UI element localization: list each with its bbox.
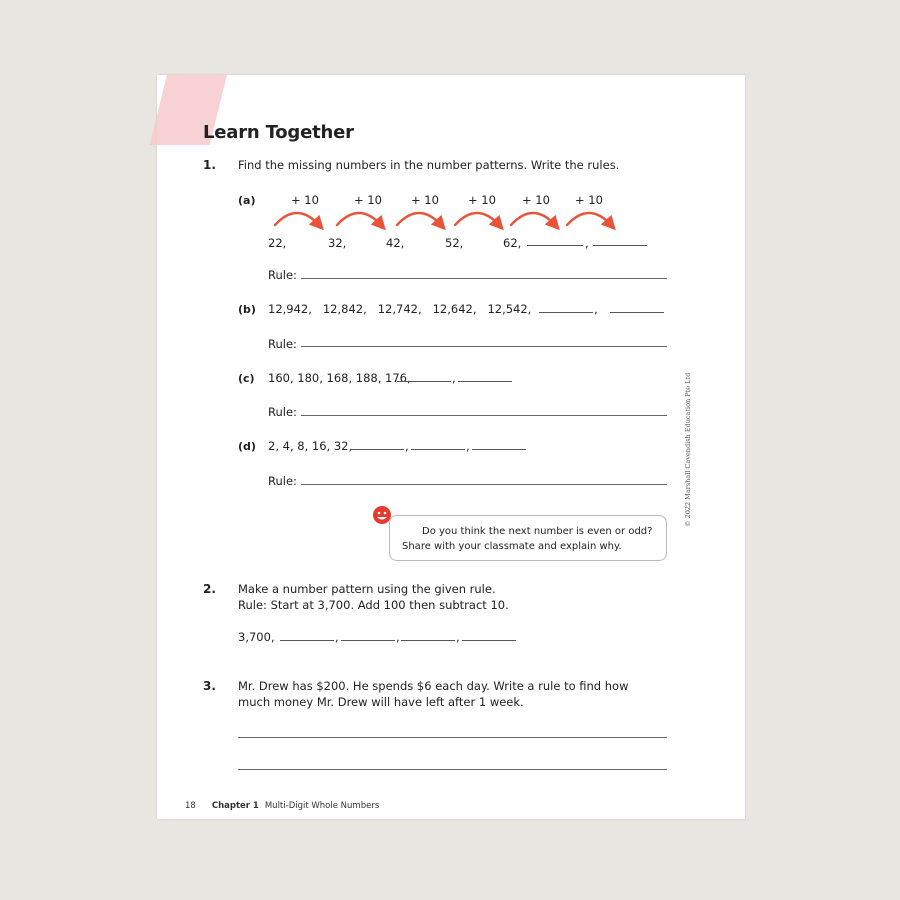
arrow-icon: [275, 213, 319, 225]
answer-line[interactable]: [238, 737, 667, 738]
answer-blank[interactable]: [411, 449, 465, 450]
q1a-term-2: 32,: [328, 236, 347, 250]
q1c-terms: 160, 180, 168, 188, 176,: [268, 371, 411, 385]
step-label-3: + 10: [411, 193, 439, 207]
answer-blank[interactable]: [401, 640, 455, 641]
page-number: 18: [185, 801, 196, 811]
chapter-label: Chapter 1: [211, 801, 259, 811]
q2-line-1: Make a number pattern using the given rule.: [238, 582, 496, 596]
q1a-term-3: 42,: [386, 236, 405, 250]
copyright-notice: © 2022 Marshall Cavendish Education Pte Ltd: [684, 372, 692, 527]
answer-blank[interactable]: [462, 640, 516, 641]
arrow-icon: [511, 213, 555, 225]
rule-label: Rule:: [268, 268, 297, 282]
answer-blank[interactable]: [458, 381, 512, 382]
step-label-4: + 10: [468, 193, 496, 207]
q1a-term-1: 22,: [268, 236, 287, 250]
q1b-label: (b): [238, 303, 256, 316]
arrow-icon: [337, 213, 381, 225]
rule-line[interactable]: [301, 484, 667, 485]
q1c-label: (c): [238, 372, 255, 385]
page-footer: [185, 801, 379, 811]
q2-number: 2.: [203, 582, 216, 596]
rule-line[interactable]: [301, 415, 667, 416]
bubble-line-2: Share with your classmate and explain why.: [402, 541, 622, 552]
rule-label: Rule:: [268, 405, 297, 419]
step-arrows: [267, 203, 637, 235]
q1d-label: (d): [238, 440, 256, 453]
q2-line-2: Rule: Start at 3,700. Add 100 then subtract 10.: [238, 598, 509, 612]
chapter-title: Multi-Digit Whole Numbers: [264, 801, 380, 811]
rule-line[interactable]: [301, 346, 667, 347]
answer-blank[interactable]: [610, 312, 664, 313]
arrow-icon: [397, 213, 441, 225]
arrow-icon: [567, 213, 611, 225]
rule-label: Rule:: [268, 474, 297, 488]
rule-line[interactable]: [301, 278, 667, 279]
page-title: Learn Together: [203, 122, 354, 143]
answer-blank[interactable]: [280, 640, 334, 641]
q1-number: 1.: [203, 158, 216, 172]
answer-line[interactable]: [238, 769, 667, 770]
q1a-term-4: 52,: [445, 236, 464, 250]
q3-number: 3.: [203, 679, 216, 693]
answer-blank[interactable]: [527, 245, 583, 246]
speech-bubble: [389, 515, 667, 561]
q1d-terms: 2, 4, 8, 16, 32,: [268, 439, 353, 453]
answer-blank[interactable]: [539, 312, 593, 313]
q3-line-2: much money Mr. Drew will have left after 1 week.: [238, 695, 524, 709]
q1a-label: (a): [238, 194, 256, 207]
answer-blank[interactable]: [593, 245, 647, 246]
rule-label: Rule:: [268, 337, 297, 351]
q1b-terms: 12,942, 12,842, 12,742, 12,642, 12,542,: [268, 302, 532, 316]
answer-blank[interactable]: [341, 640, 395, 641]
step-label-2: + 10: [354, 193, 382, 207]
q2-start: 3,700,: [238, 630, 275, 644]
answer-blank[interactable]: [397, 381, 451, 382]
step-label-6: + 10: [575, 193, 603, 207]
q1a-term-5: 62,: [503, 236, 522, 250]
answer-blank[interactable]: [472, 449, 526, 450]
bubble-line-1: Do you think the next number is even or odd?: [422, 526, 653, 537]
step-label-5: + 10: [522, 193, 550, 207]
answer-blank[interactable]: [350, 449, 404, 450]
step-label-1: + 10: [291, 193, 319, 207]
workbook-page: Learn Together 1. Find the missing numbers in the number patterns. Write the rules. (a) + 10 + 10 + 10 + 10 + 10 + 10 22, 32, 42, 52, 62, , Rule: (b) 12,942, 12,842, 12,742, 12,642, 12,542, , Rule: (c) 160, 180, 168, 188, 176, , Rule: (d) 2, 4, 8, 16, 32, , , Rule: Do you think the next number is even or odd? Share with your classmate and explain why. 2. Make a number pattern using the given rule. Rule: Start at 3,700. Add 100 then subtract 10. 3,700, , , , 3. Mr. Drew has $200. He spends $6 each day. Write a rule to find how much money Mr. Drew will have left after 1 week. © 2022 Marshall Cavendish Education Pte Ltd 18 Chapter 1 Multi-Digit Whole Numbers: [157, 75, 745, 819]
q1-text: Find the missing numbers in the number patterns. Write the rules.: [238, 158, 620, 172]
q3-line-1: Mr. Drew has $200. He spends $6 each day. Write a rule to find how: [238, 679, 629, 693]
arrow-icon: [455, 213, 499, 225]
